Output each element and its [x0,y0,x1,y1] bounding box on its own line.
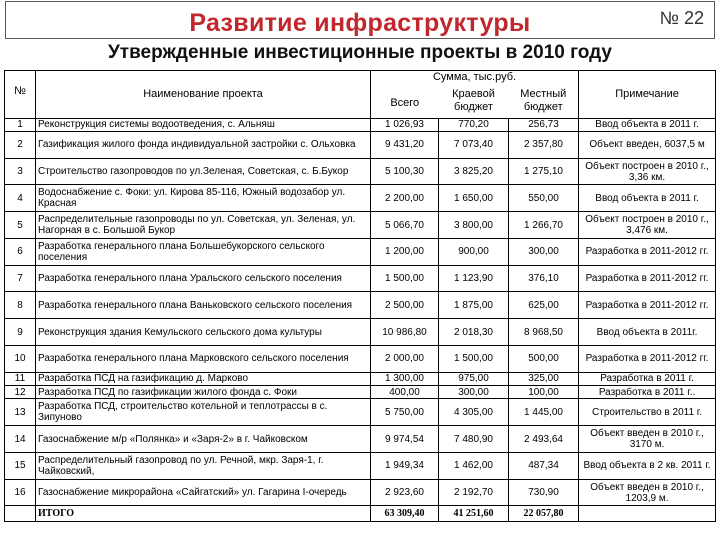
total-sum: 10 986,80 [371,319,439,346]
total-sum: 1 200,00 [371,238,439,265]
table-row [5,212,716,239]
project-name: Распределительные газопроводы по ул. Советская, ул. Зеленая, ул. Нагорная в с. Большой Букор [36,212,371,239]
row-number: 5 [5,212,36,239]
total-sum: 400,00 [371,386,439,399]
note: Разработка в 2011-2012 гг. [579,292,716,319]
local-budget: 730,90 [509,479,579,506]
local-budget: 325,00 [509,372,579,385]
total-sum: 2 000,00 [371,345,439,372]
grand-local: 22 057,80 [509,506,579,522]
total-sum: 9 974,54 [371,426,439,453]
note: Ввод объекта в 2011 г. [579,185,716,212]
note: Разработка в 2011 г. [579,372,716,385]
project-name: Разработка генерального плана Уральского сельского поселения [36,265,371,292]
total-sum: 2 500,00 [371,292,439,319]
total-sum: 2 200,00 [371,185,439,212]
col-header-local: Местный бюджет [509,84,579,118]
project-name: Распределительный газопровод по ул. Речной, мкр. Заря-1, г. Чайковский, [36,452,371,479]
note: Строительство в 2011 г. [579,399,716,426]
local-budget: 8 968,50 [509,319,579,346]
total-note-empty [579,506,716,522]
local-budget: 100,00 [509,386,579,399]
regional-budget: 3 800,00 [439,212,509,239]
total-sum: 5 100,30 [371,158,439,185]
note: Объект построен в 2010 г., 3,476 км. [579,212,716,239]
project-name: Разработка ПСД, строительство котельной и теплотрассы в с. Зипуново [36,399,371,426]
local-budget: 300,00 [509,238,579,265]
local-budget: 1 266,70 [509,212,579,239]
row-number: 7 [5,265,36,292]
note: Ввод объекта в 2 кв. 2011 г. [579,452,716,479]
total-sum: 1 026,93 [371,118,439,131]
regional-budget: 1 462,00 [439,452,509,479]
regional-budget: 7 073,40 [439,131,509,158]
total-sum: 1 949,34 [371,452,439,479]
regional-budget: 1 123,90 [439,265,509,292]
local-budget: 625,00 [509,292,579,319]
project-name: Разработка ПСД на газификацию д. Марково [36,372,371,385]
table-row [5,479,716,506]
project-name: Разработка генерального плана Марковского сельского поселения [36,345,371,372]
regional-budget: 3 825,20 [439,158,509,185]
row-number: 2 [5,131,36,158]
note: Объект введен, 6037,5 м [579,131,716,158]
local-budget: 376,10 [509,265,579,292]
row-number: 6 [5,238,36,265]
total-row [5,506,716,522]
regional-budget: 1 500,00 [439,345,509,372]
table-row [5,345,716,372]
slide-number: № 22 [659,8,704,28]
row-number: 11 [5,372,36,385]
row-number: 13 [5,399,36,426]
project-name: Газоснабжение м/р «Полянка» и «Заря-2» в г. Чайковском [36,426,371,453]
header-box [5,1,715,39]
note: Ввод объекта в 2011 г. [579,118,716,131]
col-header-no: № [5,71,36,119]
row-number: 9 [5,319,36,346]
total-label: ИТОГО [36,506,371,522]
table-row [5,292,716,319]
project-name: Разработка генерального плана Большебукорского сельского поселения [36,238,371,265]
total-sum: 2 923,60 [371,479,439,506]
table-row [5,131,716,158]
total-sum: 5 750,00 [371,399,439,426]
project-name: Строительство газопроводов по ул.Зеленая, Советская, с. Б.Букор [36,158,371,185]
note: Разработка в 2011-2012 гг. [579,238,716,265]
note: Объект введен в 2010 г., 3170 м. [579,426,716,453]
regional-budget: 7 480,90 [439,426,509,453]
local-budget: 2 493,64 [509,426,579,453]
table-row [5,158,716,185]
total-sum: 9 431,20 [371,131,439,158]
local-budget: 550,00 [509,185,579,212]
row-number: 3 [5,158,36,185]
table-row [5,319,716,346]
local-budget: 1 275,10 [509,158,579,185]
regional-budget: 4 305,00 [439,399,509,426]
regional-budget: 770,20 [439,118,509,131]
row-number: 4 [5,185,36,212]
total-sum: 5 066,70 [371,212,439,239]
project-name: Реконструкция системы водоотведения, с. Альняш [36,118,371,131]
note: Объект построен в 2010 г., 3,36 км. [579,158,716,185]
row-number: 8 [5,292,36,319]
total-empty [5,506,36,522]
table-row [5,185,716,212]
note: Разработка в 2011-2012 гг. [579,345,716,372]
table-row [5,452,716,479]
local-budget: 256,73 [509,118,579,131]
table-row [5,238,716,265]
regional-budget: 1 875,00 [439,292,509,319]
project-name: Реконструкция здания Кемульского сельского дома культуры [36,319,371,346]
regional-budget: 1 650,00 [439,185,509,212]
total-sum: 1 500,00 [371,265,439,292]
table-row [5,118,716,131]
row-number: 1 [5,118,36,131]
grand-total: 63 309,40 [371,506,439,522]
regional-budget: 300,00 [439,386,509,399]
col-header-name: Наименование проекта [36,71,371,119]
note: Ввод объекта в 2011г. [579,319,716,346]
col-header-regional: Краевой бюджет [439,84,509,118]
local-budget: 500,00 [509,345,579,372]
page-title: Развитие инфраструктуры [189,9,531,37]
total-sum: 1 300,00 [371,372,439,385]
table-row [5,386,716,399]
note: Разработка в 2011-2012 гг. [579,265,716,292]
row-number: 12 [5,386,36,399]
project-name: Газоснабжение микрорайона «Сайгатский» ул. Гагарина I-очередь [36,479,371,506]
col-header-note: Примечание [579,71,716,119]
projects-table [4,70,716,522]
row-number: 14 [5,426,36,453]
row-number: 16 [5,479,36,506]
note: Разработка в 2011 г.. [579,386,716,399]
grand-regional: 41 251,60 [439,506,509,522]
regional-budget: 2 018,30 [439,319,509,346]
table-row [5,372,716,385]
local-budget: 1 445,00 [509,399,579,426]
local-budget: 2 357,80 [509,131,579,158]
table-row [5,399,716,426]
project-name: Газификация жилого фонда индивидуальной застройки с. Ольховка [36,131,371,158]
regional-budget: 900,00 [439,238,509,265]
table-row [5,265,716,292]
regional-budget: 975,00 [439,372,509,385]
project-name: Разработка ПСД по газификации жилого фонда с. Фоки [36,386,371,399]
project-name: Разработка генерального плана Ваньковского сельского поселения [36,292,371,319]
project-name: Водоснабжение с. Фоки: ул. Кирова 85-116, Южный водозабор ул. Красная [36,185,371,212]
col-header-total: Всего [371,84,439,118]
local-budget: 487,34 [509,452,579,479]
row-number: 15 [5,452,36,479]
row-number: 10 [5,345,36,372]
table-subtitle: Утвержденные инвестиционные проекты в 2010 году [107,42,612,63]
regional-budget: 2 192,70 [439,479,509,506]
table-row [5,426,716,453]
note: Объект введен в 2010 г., 1203,9 м. [579,479,716,506]
col-header-sum: Сумма, тыс.руб. [371,71,579,85]
